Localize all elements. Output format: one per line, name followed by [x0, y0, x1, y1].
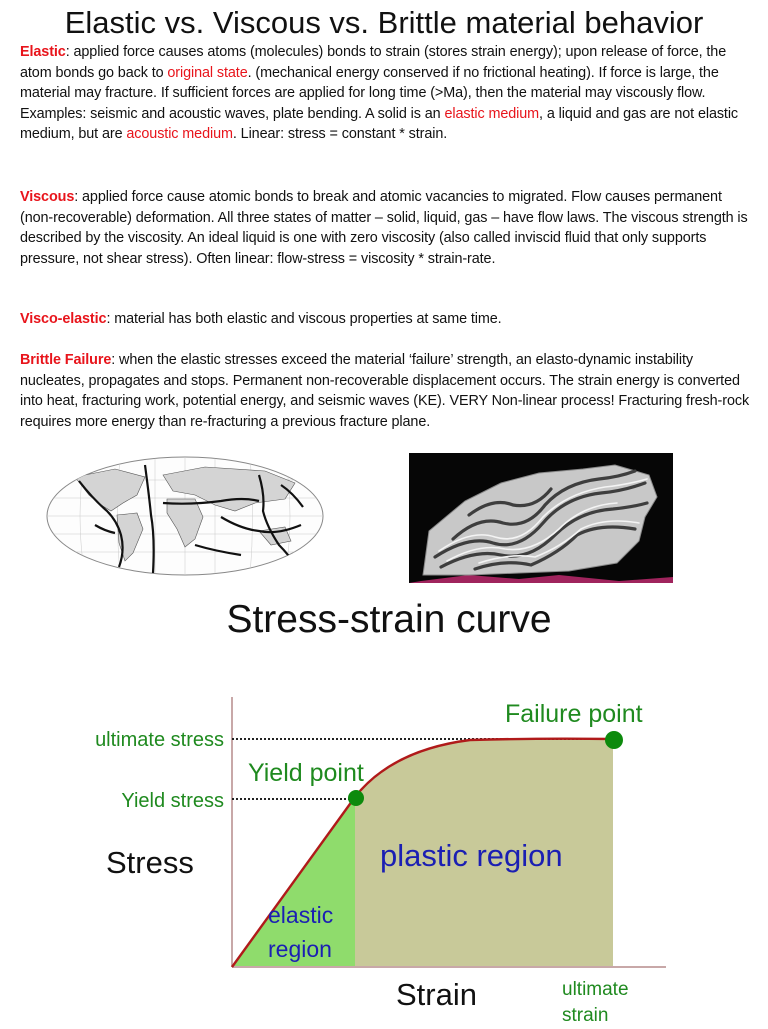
elastic-region-label-1: elastic	[268, 902, 334, 928]
plastic-region-label: plastic region	[380, 838, 563, 873]
elastic-highlight-original-state: original state	[167, 64, 248, 81]
viscous-paragraph	[20, 187, 750, 269]
viscous-term: Viscous	[20, 189, 75, 205]
elastic-text-3: , a liquid and gas are not elastic medium, but are	[20, 105, 739, 142]
stress-strain-chart	[0, 660, 768, 1024]
elastic-text-1: : applied force causes atoms (molecules) bonds to strain (stores strain energy); upon release of force, the atom bonds go back to	[20, 44, 727, 81]
x-axis-label: Strain	[396, 977, 477, 1012]
visco-elastic-paragraph	[20, 309, 750, 330]
elastic-term: Elastic	[20, 44, 66, 60]
page-title: Elastic vs. Viscous vs. Brittle material behavior	[64, 5, 704, 40]
y-tick-yield-stress: Yield stress	[121, 790, 224, 812]
elastic-highlight-elastic-medium: elastic medium	[444, 105, 540, 122]
elastic-paragraph	[20, 42, 750, 145]
visco-elastic-text: : material has both elastic and viscous properties at same time.	[106, 311, 502, 327]
brittle-failure-text: : when the elastic stresses exceed the material ‘failure’ strength, an elasto-dynamic instability nucleates, propagates and stops. Permanent non-recoverable displacement occurs. The strain energy is converted into heat, fracturing work, potential energy, and seismic waves (KE). VERY Non-linear process! Fracturing fresh-rock requires more energy than re-fracturing a previous fracture plane.	[20, 352, 750, 430]
failure-point-label: Failure point	[505, 700, 643, 728]
visco-elastic-term: Visco-elastic	[20, 311, 107, 327]
elastic-text-4: . Linear: stress = constant * strain.	[232, 126, 448, 142]
y-axis-label: Stress	[106, 845, 194, 880]
yield-point-marker	[348, 790, 364, 806]
elastic-text-2: . (mechanical energy conserved if no frictional heating). If force is large, the material may fracture. If sufficient forces are applied for long time (>Ma), then the material may viscously flow. Examples: seismic and acoustic waves, plate bending. A solid is an	[20, 64, 719, 122]
elastic-highlight-acoustic-medium: acoustic medium	[126, 126, 233, 142]
failure-point-marker	[605, 731, 623, 749]
yield-point-label: Yield point	[248, 759, 364, 787]
brittle-failure-term: Brittle Failure	[20, 352, 112, 368]
y-tick-ultimate-stress: ultimate stress	[95, 729, 224, 751]
folded-rock-photo	[409, 453, 673, 583]
x-tick-ultimate-strain-2: strain	[562, 1005, 609, 1024]
brittle-failure-paragraph	[20, 350, 750, 432]
x-tick-ultimate-strain-1: ultimate	[562, 979, 629, 1000]
world-plate-map-image	[45, 455, 325, 577]
viscous-text: : applied force cause atomic bonds to break and atomic vacancies to migrated. Flow causes permanent (non-recoverable) deformation. All three states of matter – solid, liquid, gas – have flow laws. The viscous strength is described by the viscosity. An ideal liquid is one with zero viscosity (also called inviscid fluid that only supports pressure, not shear stress). Often linear: flow-stress = viscosity * strain-rate.	[20, 189, 748, 267]
elastic-region-label-2: region	[268, 936, 332, 962]
chart-title: Stress-strain curve	[226, 598, 552, 641]
